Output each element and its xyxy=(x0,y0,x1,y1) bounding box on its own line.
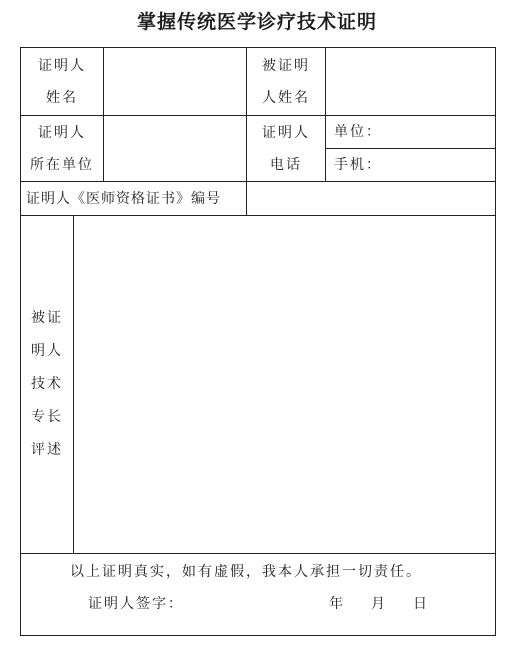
proven-person-name-field[interactable] xyxy=(326,48,495,115)
day-label: 日 xyxy=(413,596,429,612)
mobile-phone-field[interactable] xyxy=(326,149,495,181)
prover-unit-field[interactable] xyxy=(104,116,246,181)
prover-name-label xyxy=(21,48,103,115)
evaluation-label-line-4: 专长 xyxy=(31,409,63,425)
prover-unit-label xyxy=(21,116,103,181)
proven-person-name-label xyxy=(247,48,325,115)
row-divider-4 xyxy=(21,553,495,554)
technical-expertise-evaluation-field[interactable] xyxy=(74,216,495,553)
evaluation-label-line-3: 技术 xyxy=(31,376,63,392)
unit-phone-field[interactable] xyxy=(326,116,495,148)
prover-unit-label-line-2: 所在单位 xyxy=(30,156,94,173)
prover-phone-label-line-1: 证明人 xyxy=(262,124,310,141)
proven-person-name-label-line-1: 被证明 xyxy=(262,57,310,74)
evaluation-label-line-5: 评述 xyxy=(31,442,63,458)
certificate-form xyxy=(20,47,496,636)
evaluation-label-line-2: 明人 xyxy=(31,343,63,359)
evaluation-label-line-1: 被证 xyxy=(31,310,63,326)
prover-name-label-line-2: 姓名 xyxy=(46,89,78,106)
signature-label: 证明人签字： xyxy=(88,596,184,612)
mobile-phone-label: 手机： xyxy=(334,157,382,173)
document-title: 掌握传统医学诊疗技术证明 xyxy=(136,11,377,33)
unit-phone-label: 单位： xyxy=(334,124,382,140)
certificate-number-label xyxy=(21,182,246,215)
prover-phone-label-line-2: 电话 xyxy=(270,156,302,173)
prover-name-label-line-1: 证明人 xyxy=(38,57,86,74)
technical-expertise-evaluation-label xyxy=(21,216,73,553)
month-label: 月 xyxy=(371,596,387,612)
truth-statement: 以上证明真实，如有虚假，我本人承担一切责任。 xyxy=(70,564,422,580)
certificate-number-label-text: 证明人《医师资格证书》编号 xyxy=(26,190,221,207)
certificate-number-field[interactable] xyxy=(247,182,495,215)
proven-person-name-label-line-2: 人姓名 xyxy=(262,89,310,106)
prover-phone-label xyxy=(247,116,325,181)
prover-name-field[interactable] xyxy=(104,48,246,115)
prover-unit-label-line-1: 证明人 xyxy=(38,124,86,141)
year-label: 年 xyxy=(329,596,345,612)
